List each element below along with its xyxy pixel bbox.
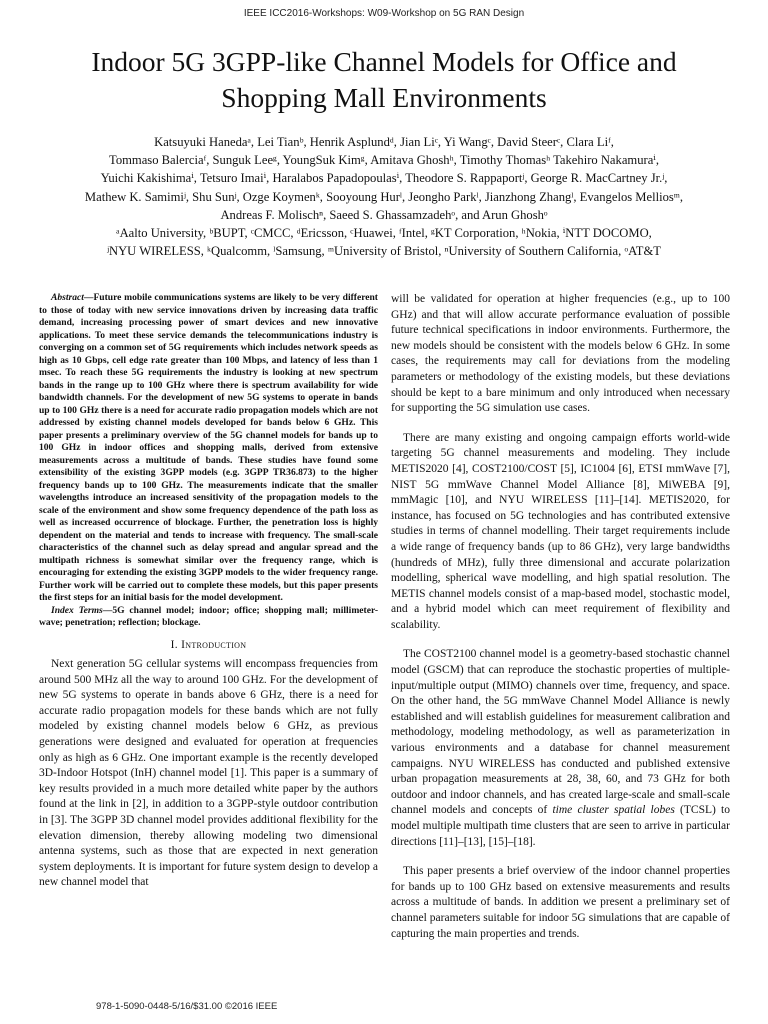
title-line-2: Shopping Mall Environments [221,82,547,113]
body-text: (TCSL) to model multiple multipath time clusters that are seen to arrive in particular directions [11]–[13], [15]–[18]. [391,804,730,848]
right-column [391,292,730,942]
title-line-1: Indoor 5G 3GPP-like Channel Models for Office and [91,46,677,77]
index-terms [39,605,378,630]
author-block [22,133,746,260]
author-line: Katsuyuki Hanedaᵃ, Lei Tianᵇ, Henrik Asplundᵈ, Jian Liᶜ, Yi Wangᶜ, David Steerᶜ, Clara Liᶠ, [154,135,614,149]
index-terms-text: —5G channel model; indoor; office; shopping mall; millimeter-wave; penetration; reflection; blockage. [39,604,379,628]
body-paragraph: There are many existing and ongoing campaign efforts world-wide targeting 5G channel measurements and modeling. They include METIS2020 [4], COST2100/COST [5], IC1004 [6], ETSI mmWave [7], NIST 5G mmWave Channel Model Alliance [8], MiWEBA [9], mmMagic [10], and NYU WIRELESS [11]–[14]. METIS2020, for instance, has focused on 5G technologies and has contributed extensive studies in terms of channel modelling. Their target requirements include a wide range of frequency bands (up to 86 GHz), very large bandwidths (hundreds of MHz), fully three dimensional and accurate polarization modelling, spherical wave modelling, and high spatial resolution. The METIS channel models consist of a map-based model, stochastic model, and a hybrid model which can meet requirement of flexibility and scalability. [391,431,730,631]
intro-paragraph: Next generation 5G cellular systems will encompass frequencies from around 500 MHz all the way to around 100 GHz. For the development of new 5G systems to operate in bands above 6 GHz, there is a need for accurate radio propagation models for these bands which are not fully modeled by existing channel models below 6 GHz, as previous generations were designed and evaluated for operation at frequencies only as high as 6 GHz. One important example is the recently developed 3D-Indoor Hotspot (InH) channel model [1]. This paper is a summary of key results provided in a much more detailed white paper by the authors found at the link in [2], in addition to a 3GPP-style outdoor contribution in [3]. The 3GPP 3D channel model provides additional flexibility for the elevation dimension, thereby allowing modeling two dimensional antenna systems, such as those that are expected in next generation system deployments. It is important for future system design to develop a new channel model that [39,658,378,889]
body-paragraph: will be validated for operation at higher frequencies (e.g., up to 100 GHz) and that will allow accurate performance evaluation of possible future technical specifications in indoor environments. Furthermore, the new models should be consistent with the models below 6 GHz. In some cases, the requirements may call for deviations from the modeling parameters or methodology of the existing models, but these deviations should be kept to a bare minimum and only introduced when necessary for supporting the 5G simulation use cases. [391,293,730,415]
body-paragraph [391,647,730,850]
affiliation-line: ʲNYU WIRELESS, ᵏQualcomm, ˡSamsung, ᵐUniversity of Bristol, ⁿUniversity of Southern California, ᵒAT&T [107,244,661,259]
author-line: Mathew K. Samimiʲ, Shu Sunʲ, Ozge Koymenᵏ, Sooyoung Hurˡ, Jeongho Parkˡ, Jianzhong Zhangˡ, Evangelos Melliosᵐ, [84,189,684,204]
copyright-footer: 978-1-5090-0448-5/16/$31.00 ©2016 IEEE [96,1001,278,1012]
abstract [39,292,378,605]
abstract-lead: Abstract [51,292,84,303]
abstract-text: —Future mobile communications systems are likely to be very different to those of today with new service innovations driven by increasing data traffic demand, increasing processing power of smart devices and new innovative applications. To meet these service demands the telecommunications industry is converging on a common set of 5G requirements which includes network speeds as high as 10 Gbps, cell edge rate greater than 100 Mbps, and latency of less than 1 msec. To reach these 5G requirements the industry is looking at new spectrum bands in the range up to 100 GHz where there is spectrum availability for wide bandwidth channels. For the development of new 5G systems to operate in bands up to 100 GHz there is a need for accurate radio propagation models which are not addressed by existing channel models developed for bands below 6 GHz. This paper presents a preliminary overview of the 5G channel models for bands up to 100 GHz in indoor offices and shopping malls, derived from extensive measurements across a multitude of bands. These studies have found some extensibility of the existing 3GPP models (e.g. 3GPP TR36.873) to the higher frequency bands up to 100 GHz. The measurements indicate that the smaller wavelengths introduce an increased sensitivity of the propagation models to the scale of the environment and show some frequency dependence of the path loss as well as increased occurrence of blockage. Further, the penetration loss is highly dependent on the material and tends to increase with frequency. The small-scale characteristics of the channel such as delay spread and angular spread and the multipath richness is somewhat similar over the frequency range, which is encouraging for extending the existing 3GPP models to the wider frequency range. Further work will be carried out to complete these models, but this paper presents the first steps for an initial basis for the model development. [39,292,378,603]
conference-header: IEEE ICC2016-Workshops: W09-Workshop on 5G RAN Design [243,8,525,19]
index-terms-lead: Index Terms [51,604,103,616]
affiliation-line: ᵃAalto University, ᵇBUPT, ᶜCMCC, ᵈEricsson, ᶜHuawei, ᶠIntel, ᵍKT Corporation, ʰNokia, ⁱNTT DOCOMO, [116,226,652,241]
author-line: Yuichi Kakishimaⁱ, Tetsuro Imaiⁱ, Haralabos Papadopoulasⁱ, Theodore S. Rappaportʲ, George R. MacCartney Jr.ʲ, [100,171,668,186]
body-text: The COST2100 channel model is a geometry-based stochastic channel model (GSCM) that can reproduce the stochastic properties of multiple-input/multiple output (MIMO) channels over time, frequency, and space. On the other hand, the 5G mmWave Channel Model Alliance is newly established and will establish guidelines for measurement calibration and methodology, modeling methodology, as well as parameterization in various environments and a database for channel measurement campaigns. NYU WIRELESS has conducted and published extensive urban propagation measurements at 28, 38, 60, and 73 GHz for both outdoor and indoor channels, and has created large-scale and small-scale channel models and concepts of [391,648,730,817]
left-column [39,292,378,891]
author-line: Andreas F. Molischⁿ, Saeed S. Ghassamzadehᵒ, and Arun Ghoshᵒ [220,207,548,222]
section-heading-introduction: I. Introduction [170,638,247,651]
body-text-italic: time cluster spatial lobes [552,804,675,817]
body-paragraph: This paper presents a brief overview of the indoor channel properties for bands up to 100 GHz based on extensive measurements and results across a multitude of bands. In addition we present a preliminary set of channel parameters suitable for indoor 5G simulations that are capable of capturing the main properties and trends. [391,865,730,940]
paper-title [30,44,738,116]
author-line: Tommaso Balerciaᶠ, Sunguk Leeᵍ, YoungSuk Kimᵍ, Amitava Ghoshʰ, Timothy Thomasʰ Takehiro Nakamuraⁱ, [109,153,659,168]
